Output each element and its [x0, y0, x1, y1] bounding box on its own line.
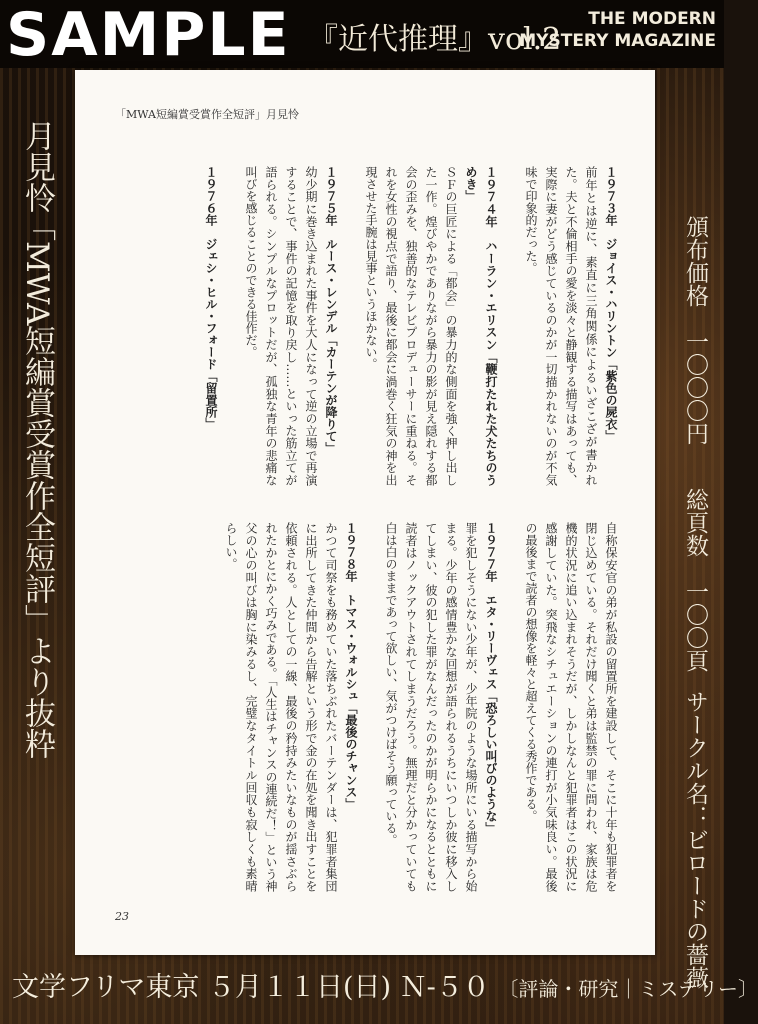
lower-text-block — [91, 522, 621, 892]
circle-name-label: サークル名：ビロードの薔薇 — [682, 690, 708, 989]
sample-watermark: SAMPLE — [6, 0, 291, 70]
page-number: 23 — [115, 910, 129, 923]
price-label: 頒布価格 一〇〇〇円 — [682, 215, 708, 445]
genre-tags: 〔評論・研究｜ミステリー〕 — [498, 977, 758, 1001]
entry-heading: １９７４年 ハーラン・エリスン「鞭打たれた犬たちのうめき」 — [464, 166, 498, 487]
entry-body: かつて司祭をも務めていた落ちぶれたバーテンダーは、犯罪者集団に出所してきた仲間から告解という形で金の在処を聞き出すことを依頼される。人としての一線、最後の矜持みたいなものが揺さぶられたかとにかく巧みである。「人生はチャンスの連続だ！」という神父の心の叫びは胸に染みるし、完璧なタイトル回収も寂しくも素晴らしい。 — [224, 522, 338, 892]
page-count-label: 総頁数 一〇〇頁 — [682, 488, 708, 672]
brand-line-2: MYSTERY MAGAZINE — [519, 31, 716, 51]
page-header: 「MWA短編賞受賞作全短評」月見怜 — [115, 108, 299, 121]
entry-heading: １９７７年 エタ・リーヴェス「恐ろしい叫びのような」 — [484, 522, 498, 834]
entry-heading: １９７３年 ジョイス・ハリントン「紫色の屍衣」 — [604, 166, 618, 442]
upper-text-block — [91, 166, 621, 486]
entry-body: 幼少期に巻き込まれた事件を大人になって逆の立場で再演することで、事件の記憶を取り戻し……といった筋立てが語られる。シンプルなプロットだが、孤独な青年の悲痛な叫びを感じることのできる佳作だ。 — [244, 166, 318, 486]
entry-body: ＳＦの巨匠による「都会」の暴力的な側面を強く押し出した一作。煌びやかでありながら暴力の影が見え隠れする都会の歪みを、独善的なテレビプロデューサーに重ねる。それを女性の視点で語り、最後に都会に渦巻く狂気の神を出現させた手腕は見事というほかない。 — [364, 166, 458, 487]
event-info: 文学フリマ東京 ５月１１日(日) Ｎ-５０ — [12, 972, 490, 1003]
entry-body: 自称保安官の弟が私設の留置所を建設して、そこに十年も犯罪者を閉じ込めている。それだけ聞くと弟は監禁の罪に問われ、家族は危機的状況に追い込まれそうだが、しかしなんと犯罪者はこの状況に感謝していた。突飛なシチュエーションの連打が小気味良い。最後の最後まで読者の想像を軽々と超えてくる秀作である。 — [524, 522, 618, 892]
excerpt-subtitle: 「MWA短編賞受賞作全短評」より抜粋 — [19, 210, 55, 760]
magazine-title: 『近代推理』vol.2 — [308, 22, 562, 57]
author-name: 月見怜 — [19, 120, 55, 213]
brand-line-1: THE MODERN — [588, 9, 716, 29]
entry-heading: １９７６年 ジェシ・ヒル・フォード「留置所」 — [204, 166, 218, 430]
entry-body: 罪を犯しそうにない少年が、少年院のような場所にいる描写から始まる。少年の感情豊かな回想が語られるうちにいつしか彼に移入してしまい、彼の犯した罪がなんだったのかが明らかになるとともに読者はノックアウトされてしまうだろう。無理だと分かっていても白は白のままであって欲しい、気がつけばそう願っている。 — [384, 522, 478, 892]
brand-logo — [519, 8, 716, 52]
document-page — [75, 70, 655, 955]
entry-body: 前年とは逆に、素直に三角関係によるいざこざが書かれた。夫と不倫相手の愛を淡々と静観する描写はあっても、実際に妻がどう感じているのかが一切描かれないのが不気味で印象的だった。 — [524, 166, 598, 486]
entry-heading: １９７８年 トマス・ウォルシュ「最後のチャンス」 — [344, 522, 358, 810]
entry-heading: １９７５年 ルース・レンデル「カーテンが降りて」 — [324, 166, 338, 454]
event-footer — [12, 965, 758, 1004]
